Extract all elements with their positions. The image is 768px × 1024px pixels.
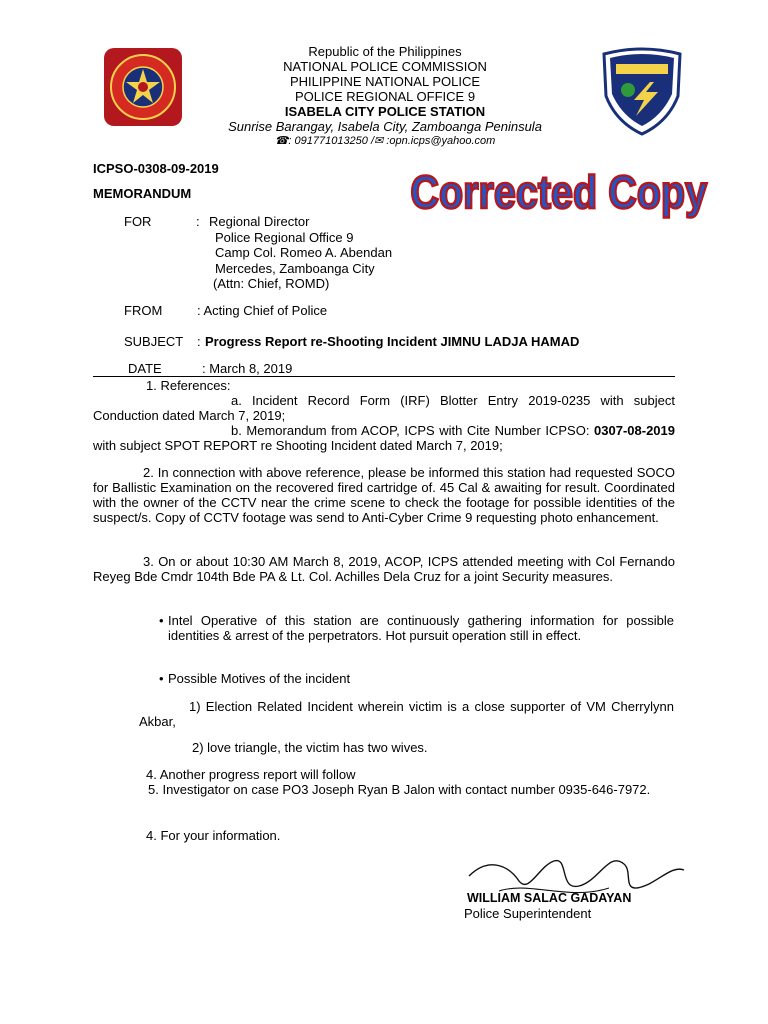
memo-ref-number: ICPSO-0308-09-2019: [93, 161, 219, 176]
pnp-logo: [100, 44, 186, 130]
corrected-copy-stamp: [410, 164, 708, 220]
signatory-title: Police Superintendent: [464, 906, 592, 921]
for-address: [209, 214, 392, 292]
subject-label: SUBJECT: [124, 334, 184, 349]
reference-a: a. Incident Record Form (IRF) Blotter Entry 2019-0235 with subject Conduction dated March 7, 2019;: [93, 393, 675, 423]
bullet-dot-icon: •: [159, 613, 164, 628]
reference-b-subject: with subject SPOT REPORT re Shooting Incident dated March 7, 2019;: [93, 438, 503, 453]
header-line-pro9: POLICE REGIONAL OFFICE 9: [294, 89, 476, 104]
paragraph-5: 5. Investigator on case PO3 Joseph Ryan B Jalon with contact number 0935-646-7972.: [148, 782, 651, 797]
memo-type: MEMORANDUM: [93, 186, 192, 201]
for-line-5: (Attn: Chief, ROMD): [213, 276, 330, 291]
from-label: FROM: [124, 303, 163, 318]
bullet-intel-text: Intel Operative of this station are continuously gathering information for possible identities & arrest of the perpetrators. Hot pursuit operation still in effect.: [168, 613, 674, 643]
paragraph-4: 4. Another progress report will follow: [146, 767, 356, 782]
divider-line: [93, 376, 675, 377]
reference-b-cite: 0307-08-2019: [594, 423, 675, 438]
header-line-pnp: PHILIPPINE NATIONAL POLICE: [290, 74, 480, 89]
motive-1: 1) Election Related Incident wherein victim is a close supporter of VM Cherrylynn Akbar,: [139, 699, 674, 729]
station-shield-logo: [598, 44, 686, 136]
header-address: Sunrise Barangay, Isabela City, Zamboanga Peninsula: [228, 119, 542, 134]
for-label: FOR: [124, 214, 152, 229]
paragraph-2: 2. In connection with above reference, please be informed this station had requested SOCO for Ballistic Examination on the recovered fired cartridge of. 45 Cal & awaiting for result. Coordinated with the owner of the CCTV near the crime scene to check the footage for possible identities of the suspect/s. Copy of CCTV footage was send to Anti-Cyber Crime 9 requesting photo enhancement.: [93, 465, 675, 525]
date-value: : March 8, 2019: [202, 361, 293, 376]
from-value: : Acting Chief of Police: [197, 303, 328, 318]
subject-value: Progress Report re-Shooting Incident JIMNU LADJA HAMAD: [205, 334, 580, 349]
signatory-name: WILLIAM SALAC GADAYAN: [467, 891, 632, 905]
for-colon: :: [196, 214, 200, 229]
references-heading: 1. References:: [146, 378, 231, 393]
subject-colon: :: [197, 334, 201, 349]
for-line-1: Regional Director: [209, 214, 310, 229]
reference-b-text: b. Memorandum from ACOP, ICPS with Cite Number ICPSO:: [231, 423, 595, 438]
stamp-text: Corrected Copy: [410, 167, 708, 219]
bullet-motives-text: Possible Motives of the incident: [168, 671, 351, 686]
paragraph-closing: 4. For your information.: [146, 828, 281, 843]
header-line-republic: Republic of the Philippines: [308, 44, 462, 59]
reference-b: [93, 423, 675, 453]
header-line-napolcom: NATIONAL POLICE COMMISSION: [283, 59, 487, 74]
bullet-intel: [159, 613, 674, 643]
paragraph-3: 3. On or about 10:30 AM March 8, 2019, ACOP, ICPS attended meeting with Col Fernando Reyeg Bde Cmdr 104th Bde PA & Lt. Col. Achilles Dela Cruz for a joint Security measures.: [93, 554, 675, 584]
bullet-dot-icon: •: [159, 671, 164, 686]
for-line-2: Police Regional Office 9: [215, 229, 354, 245]
header-contact: ☎: 091771013250 /✉ :opn.icps@yahoo.com: [274, 135, 496, 147]
bullet-motives: [159, 671, 674, 686]
motive-2: 2) love triangle, the victim has two wives.: [192, 740, 428, 755]
date-label: DATE: [128, 361, 162, 376]
for-line-4: Mercedes, Zamboanga City: [215, 260, 375, 276]
header-line-station: ISABELA CITY POLICE STATION: [284, 104, 486, 119]
letterhead: [200, 44, 570, 149]
for-line-3: Camp Col. Romeo A. Abendan: [215, 245, 393, 260]
